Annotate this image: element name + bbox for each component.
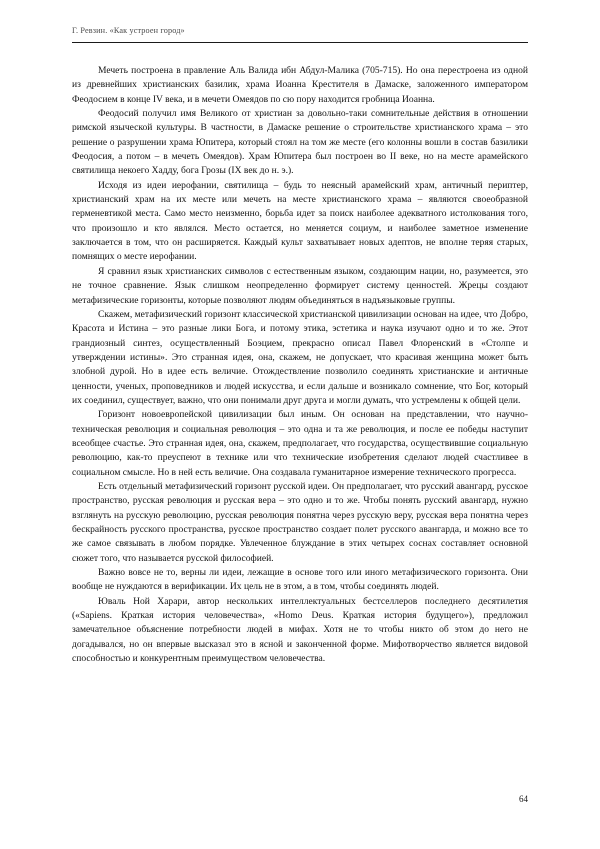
paragraph: Скажем, метафизический горизонт классической христианской цивилизации основан на идее, что Добро, Красота и Истина – это разные лики Бога, и потому этика, эстетика и наука изучают одно и то же. Этот грандиозный синтез, осуществленный Боэцием, прекрасно описал Павел Флоренский в «Столпе и утверждении истины». Это странная идея, она, скажем, не допускает, что красивая женщина может быть злобной дурой. Но в идее есть величие. Отождествление позволило соединять христианские и античные ценности, ученых, проповедников и людей искусства, и если дальше и возникало сомнение, что Бог, который их соединил, существует, важно, что они понимали друг друга и могли думать, что устремлены к общей цели. bbox=[72, 308, 528, 406]
paragraph: Важно вовсе не то, верны ли идеи, лежащие в основе того или иного метафизического горизонта. Они вообще не нуждаются в верификации. Их цель не в этом, а в том, чтобы соединять людей. bbox=[72, 567, 528, 593]
paragraph: Юваль Ной Харари, автор нескольких интеллектуальных бестселлеров последнего десятилетия («Sapiens. Краткая история человечества», «Homo Deus. Краткая история будущего»), предложил замечательное объяснение потребности людей в мифах. Хотя не то чтобы никто об этом до него не догадывался, но он впервые высказал это в ясной и законченной форме. Мифотворчество является видовой способностью и конкурентным преимуществом человечества. bbox=[72, 595, 528, 665]
page-number: 64 bbox=[519, 794, 528, 804]
paragraph: Мечеть построена в правление Аль Валида ибн Абдул-Малика (705-715). Но она перестроена из одной из древнейших христианских базилик, храма Иоанна Крестителя в Дамаске, заложенного императором Феодосием в конце IV века, и в мечети Омеядов по сю пору находится гробница Иоанна. bbox=[72, 65, 528, 105]
header-divider-rule bbox=[72, 42, 528, 43]
paragraph: Исходя из идеи иерофании, святилища – будь то неясный арамейский храм, античный периптер, христианский храм на их месте или мечеть на месте христианского храма – являются своеобразной герменевтикой места. Само место неизменно, борьба идет за поиск наиболее адекватного истолкования того, что произошло и кто являлся. Место остается, но меняется социум, и наиболее заметное изменение заключается в том, что он расширяется. Каждый культ захватывает новых адептов, не вполне теряя старых, помнящих о месте иерофании. bbox=[72, 179, 528, 263]
paragraph: Феодосий получил имя Великого от христиан за довольно-таки сомнительные действия в отношении римской языческой культуры. В частности, в Дамаске решение о строительстве христианского храма – это решение о разрушении храма Юпитера, который стоял на том же месте (его колонны вошли в состав базилики Феодосия, а потом – в мечеть Омеядов). Храм Юпитера был построен во II веке, но на месте арамейского святилища некоего Хадду, бога Грозы (IX век до н. э.). bbox=[72, 108, 528, 177]
running-head: Г. Ревзин. «Как устроен город» bbox=[72, 26, 185, 35]
paragraph: Есть отдельный метафизический горизонт русской идеи. Он предполагает, что русский авангард, русское пространство, русская революция и русская вера – это одно и то же. Чтобы понять русский авангард, нужно взглянуть на русскую революцию, русская революция понятна через русскую веру, русская вера понятна через бескрайность русского пространства, русское пространство создает полет русского авангарда, и можно все то же самое связывать в любом порядке. Увлеченное блуждание в этих четырех соснах составляет основной сюжет того, что называется русской философией. bbox=[72, 480, 528, 564]
body-text-column bbox=[72, 64, 528, 666]
paragraph: Я сравнил язык христианских символов с естественным языком, создающим нации, но, разумеется, это не точное сравнение. Язык слишком неопределенно формирует систему ценностей. Жрецы создают метафизические горизонты, которые позволяют людям объединяться в надъязыковые группы. bbox=[72, 265, 528, 306]
paragraph: Горизонт новоевропейской цивилизации был иным. Он основан на представлении, что научно-техническая революция и социальная революция – это одна и та же революция, и после ее победы наступит всеобщее счастье. Это странная идея, она, скажем, предполагает, что государства, осуществившие социальную революцию, как-то преуспеют в технике или что технические изобретения сделают людей счастливее в социальном смысле. Но в ней есть величие. Она создавала гуманитарное измерение технического прогресса. bbox=[72, 409, 528, 478]
